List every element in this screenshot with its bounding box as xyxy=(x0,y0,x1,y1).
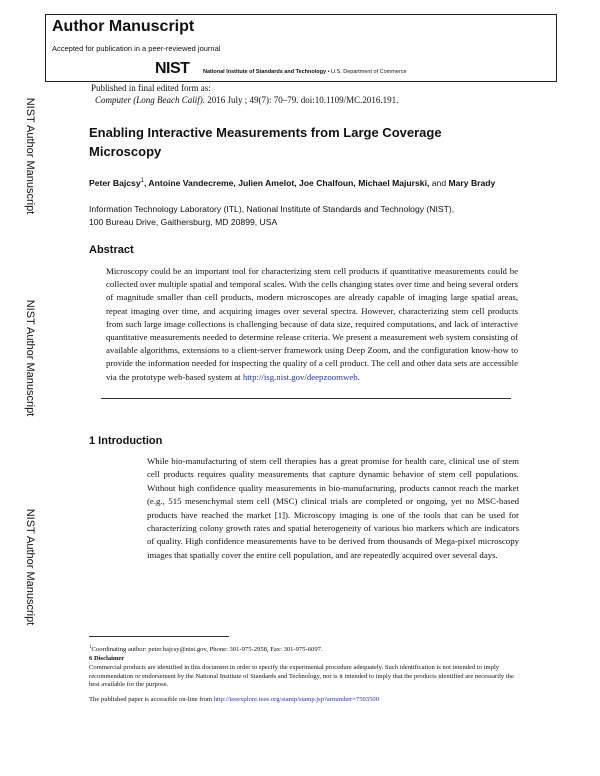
ieee-link[interactable]: http://ieeexplore.ieee.org/stamp/stamp.jsp?arnumber=7503500 xyxy=(213,696,379,704)
lead-author: Peter Bajcsy xyxy=(89,177,141,188)
introduction-heading: 1 Introduction xyxy=(89,435,163,447)
introduction-body: While bio-manufacturing of stem cell therapies has a great promise for health care, clinical use of stem cell products requires quality measurements that capture dynamic behavior of stem cell populations. Without high confidence quality measurements in bio-manufacturing, products cannot reach the market (e.g., 515 mesenchymal stem cell (MSC) clinical trials are completed or ongoing, yet no MSC-based products have reached the market [1]). Microscopy imaging is one of the tools that can be used for characterizing colony growth rates and spatial heterogeneity of various bio markers which are indicators of quality. High confidence measurements have to be derived from thousands of Mega-pixel microscopy images that spatially cover the entire cell population, and are repeatedly acquired over several days. xyxy=(147,456,519,560)
affiliation xyxy=(89,203,519,229)
online-text: The published paper is accessible on-line from xyxy=(89,696,214,704)
side-label: NIST Author Manuscript xyxy=(24,97,36,215)
abstract-end: . xyxy=(357,371,360,382)
publication-info xyxy=(91,82,398,106)
citation-details: 2016 July ; 49(7): 70–79. doi:10.1109/MC.2016.191. xyxy=(205,95,399,105)
nist-name: National Institute of Standards and Technology xyxy=(203,69,327,75)
online-access xyxy=(89,696,521,705)
nist-text xyxy=(203,69,407,75)
side-label: NIST Author Manuscript xyxy=(24,508,36,626)
nist-banner xyxy=(155,62,407,76)
abstract-body xyxy=(106,265,518,384)
footnote-divider xyxy=(89,636,229,637)
footnote-1 xyxy=(89,644,521,655)
last-author: Mary Brady xyxy=(446,177,496,188)
disclaimer-heading: 6 Disclaimer xyxy=(89,654,125,662)
nist-dept: • U.S. Department of Commerce xyxy=(326,69,407,75)
paper-title: Enabling Interactive Measurements from Large Coverage Microscopy xyxy=(89,125,442,159)
section-divider xyxy=(101,398,511,399)
author-footnote-mark: 1 xyxy=(140,178,144,184)
and-word: and xyxy=(429,177,447,188)
author-list xyxy=(89,175,519,190)
publication-line: Published in final edited form as: xyxy=(91,83,211,93)
disclaimer-text: Commercial products are identified in this document in order to specify the experimental procedure adequately. Such identification is not intended to imply recommendation or endorsement by the National Institute of Standards and Technology, nor is it intended to imply that the products identified are necessarily the best available for the purpose. xyxy=(89,663,514,689)
manuscript-subtitle: Accepted for publication in a peer-reviewed journal xyxy=(52,44,221,53)
side-label: NIST Author Manuscript xyxy=(24,299,36,417)
co-authors: , Antoine Vandecreme, Julien Amelot, Joe Chalfoun, Michael Majurski, xyxy=(143,177,430,188)
footnote-text: Coordinating author: peter.bajcsy@nist.gov, Phone: 301-975-2958, Fax: 301-975-6097. xyxy=(91,646,323,654)
manuscript-title: Author Manuscript xyxy=(52,18,195,35)
citation xyxy=(91,94,398,106)
nist-logo-icon: NIST xyxy=(155,62,190,76)
abstract-text: Microscopy could be an important tool for characterizing stem cell products if quantitative measurements could be collected over multiple spatial and temporal scales. With the cells changing states over time and being several orders of magnitude smaller than cell products, modern microscopes are already capable of imaging large spatial areas, repeat imaging over time, and acquiring images over several spectra. However, characterizing stem cell products from such large image collections is challenging because of data size, required computations, and lack of interactive quantitative measurements needed to determine release criteria. We present a measurement web system consisting of available algorithms, extensions to a client-server framework using Deep Zoom, and the configuration know-how to provide the information needed for inspecting the quality of a cell product. The cell and other data sets are accessible via the prototype web-based system at xyxy=(106,266,518,382)
footnotes xyxy=(89,644,521,705)
abstract-heading: Abstract xyxy=(89,244,134,256)
affiliation-line-2: 100 Bureau Drive, Gaithersburg, MD 20899, USA xyxy=(89,217,278,227)
footnote-mark: 1 xyxy=(89,645,92,650)
deepzoom-link[interactable]: http://isg.nist.gov/deepzoomweb xyxy=(242,371,358,382)
affiliation-line-1: Information Technology Laboratory (ITL), National Institute of Standards and Technology (NIST), xyxy=(89,204,455,214)
journal-name: Computer (Long Beach Calif). xyxy=(95,95,205,105)
